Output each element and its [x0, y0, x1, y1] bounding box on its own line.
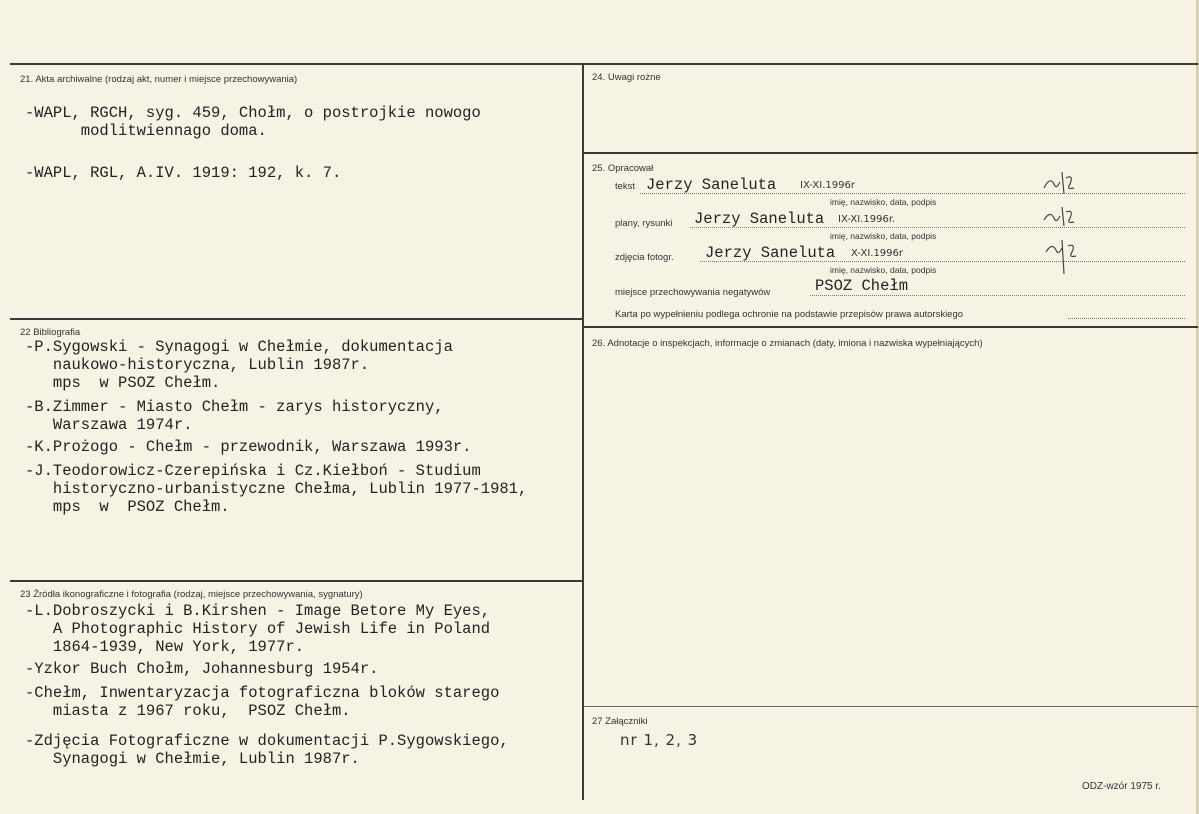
- section-22-label: 22 Bibliografia: [20, 327, 81, 338]
- section-21-entry: -WAPL, RGL, A.IV. 1919: 192, k. 7.: [25, 164, 342, 182]
- signature-mark: [1040, 204, 1080, 230]
- author-row-date: IX-XI.1996r: [800, 180, 855, 191]
- author-row-label: tekst: [615, 181, 636, 192]
- center-divider: [582, 64, 584, 800]
- section-27-label: 27 Załączniki: [592, 716, 648, 727]
- section-23-entry: -Chełm, Inwentaryzacja fotograficzna bloków starego miasta z 1967 roku, PSOZ Chełm.: [25, 684, 500, 720]
- signature-mark: [1042, 238, 1082, 278]
- attachments-value: nr 1, 2, 3: [620, 731, 699, 749]
- section-23-label: 23 Źródła ikonograficzne i fotografia (rodzaj, miejsce przechowywania, sygnatury): [20, 589, 363, 600]
- negatives-label: miejsce przechowywania negatywów: [615, 287, 771, 298]
- divider-22-23: [10, 580, 582, 582]
- divider-26-27: [584, 706, 1198, 707]
- section-22-entry: -B.Zimmer - Miasto Chełm - zarys historyczny, Warszawa 1974r.: [25, 398, 444, 434]
- form-id: ODZ-wzór 1975 r.: [1082, 781, 1161, 792]
- section-22-entry: -P.Sygowski - Synagogi w Chełmie, dokumentacja naukowo-historyczna, Lublin 1987r. mps w PSOZ Chełm.: [25, 338, 453, 392]
- negatives-value: PSOZ Chełm: [815, 277, 909, 295]
- section-21-label: 21. Akta archiwalne (rodzaj akt, numer i miejsce przechowywania): [20, 74, 298, 85]
- section-23-entry: -Zdjęcia Fotograficzne w dokumentacji P.Sygowskiego, Synagogi w Chełmie, Lublin 1987r.: [25, 732, 509, 768]
- section-23-entry: -L.Dobroszycki i B.Kirshen - Image Betore My Eyes, A Photographic History of Jewish Life in Poland 1864-1939, New York, 1977r.: [25, 602, 491, 656]
- section-22-entry: -K.Prożogo - Chełm - przewodnik, Warszawa 1993r.: [25, 438, 472, 456]
- copyright-line: [1068, 318, 1185, 319]
- divider-21-22: [10, 318, 582, 320]
- section-25-label: 25. Opracował: [592, 163, 654, 174]
- signature-mark: [1040, 168, 1080, 198]
- section-21-entry: -WAPL, RGCH, syg. 459, Chołm, o postrojkie nowogo modlitwiennago doma.: [25, 104, 481, 140]
- author-row-label: zdjęcia fotogr.: [615, 252, 674, 263]
- author-row-caption: imię, nazwisko, data, podpis: [830, 197, 937, 207]
- divider-24-25: [584, 152, 1198, 154]
- author-row-value: Jerzy Saneluta: [646, 176, 777, 194]
- section-24-label: 24. Uwagi rożne: [592, 72, 661, 83]
- author-row-date: IX-XI.1996r.: [838, 214, 896, 225]
- negatives-line: [810, 295, 1185, 296]
- author-row-label: plany, rysunki: [615, 218, 673, 229]
- author-row-caption: imię, nazwisko, data, podpis: [830, 265, 937, 275]
- top-border: [10, 63, 1198, 65]
- copyright-note: Karta po wypełnieniu podlega ochronie na podstawie przepisów prawa autorskiego: [615, 309, 964, 320]
- author-row-value: Jerzy Saneluta: [705, 244, 836, 262]
- author-row-caption: imię, nazwisko, data, podpis: [830, 231, 937, 241]
- author-row-value: Jerzy Saneluta: [694, 210, 825, 228]
- section-26-label: 26. Adnotacje o inspekcjach, informacje o zmianach (daty, imiona i nazwiska wypełniających): [592, 338, 983, 349]
- section-22-entry: -J.Teodorowicz-Czerepińska i Cz.Kiełboń - Studium historyczno-urbanistyczne Chełma, Lublin 1977-1981, mps w PSOZ Chełm.: [25, 462, 528, 516]
- section-23-entry: -Yzkor Buch Chołm, Johannesburg 1954r.: [25, 660, 379, 678]
- author-row-date: X-XI.1996r: [851, 248, 904, 259]
- divider-25-26: [584, 326, 1198, 328]
